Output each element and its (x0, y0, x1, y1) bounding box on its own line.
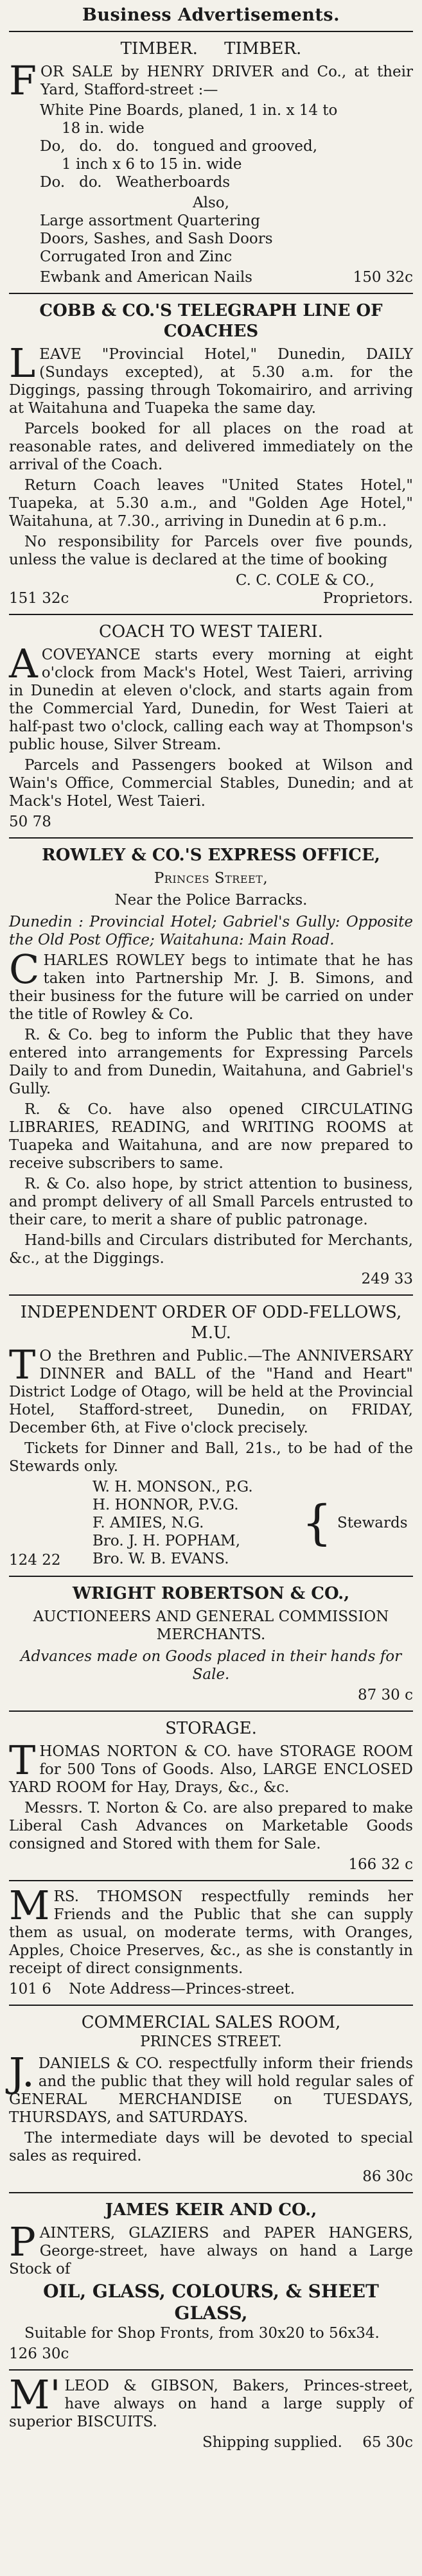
ad-west-taieri (9, 622, 413, 831)
brace-glyph: { (301, 1495, 332, 1551)
divider (9, 1576, 413, 1577)
ad-heading: TIMBER. TIMBER. (120, 39, 302, 58)
ad-body: Advances made on Goods placed in their hands for Sale. (20, 1648, 402, 1683)
steward: H. HONNOR, P.V.G. (92, 1497, 239, 1513)
masthead: Business Advertisements. (82, 5, 340, 25)
ad-body: M'LEOD & GIBSON, Bakers, Princes-street, have always on hand a large supply of superior BISCUITS. (9, 2371, 413, 2430)
ad-heading: STORAGE. (165, 1719, 257, 1738)
ad-heading: ROWLEY & CO.'S EXPRESS OFFICE, (42, 846, 380, 865)
divider (9, 614, 413, 615)
ad-subheading: Near the Police Barracks. (114, 892, 308, 909)
list-item: Do, do. do. tongued and grooved, (40, 138, 318, 155)
divider (9, 2005, 413, 2006)
ad-mrs-thomson (9, 1882, 413, 1998)
item-list (40, 101, 413, 191)
divider (9, 2192, 413, 2193)
ad-heading: JAMES KEIR AND CO., (105, 2200, 317, 2220)
ad-heading: WRIGHT ROBERTSON & CO., (72, 1584, 350, 1603)
divider (9, 2369, 413, 2371)
ad-body: FOR SALE by HENRY DRIVER and Co., at their Yard, Stafford-street :— (9, 57, 413, 104)
ad-body: MRS. THOMSON respectfully reminds her Friends and the Public that she can supply them as usual, on moderate terms, with Oranges, Apples, Choice Preserves, &c., as she is constantly in receipt of direct consignments. (9, 1882, 413, 1977)
divider (9, 1294, 413, 1296)
ad-body: Return Coach leaves "United States Hotel," Tuapeka, at 5.30 a.m., and "Golden Age Hotel," Waitahuna, at 7.30., arriving in Dunedin at 6 p.m.. (9, 477, 413, 530)
ad-body: TO the Brethren and Public.—The ANNIVERSARY DINNER and BALL of the "Hand and Heart" District Lodge of Otago, will be held at the Provincial Hotel, Stafford-street, Dunedin, on FRIDAY, December 6th, at Five o'clock precisely. (9, 1341, 413, 1436)
steward: F. AMIES, N.G. (92, 1515, 204, 1531)
list-item: Doors, Sashes, and Sash Doors (40, 231, 273, 247)
list-item: 1 inch x 6 to 15 in. wide (62, 156, 242, 173)
ad-ref: 87 30 c (357, 1687, 413, 1703)
ad-commercial-sales (9, 2012, 413, 2186)
ad-body: Suitable for Shop Fronts, from 30x20 to 56x34. (24, 2325, 380, 2342)
list-item: 18 in. wide (62, 120, 145, 137)
divider (9, 31, 413, 32)
ad-body: Parcels booked for all places on the road at reasonable rates, and delivered immediately on the arrival of the Coach. (9, 421, 413, 473)
list-item: White Pine Boards, planed, 1 in. x 14 to (40, 102, 338, 119)
ad-footer (9, 1980, 413, 1998)
ad-footer (9, 589, 413, 607)
ad-body: Messrs. T. Norton & Co. are also prepared to make Liberal Cash Advances on Marketable Goods consigned and Stored with them for Sale. (9, 1800, 413, 1852)
ad-body: PAINTERS, GLAZIERS and PAPER HANGERS, George-street, have always on hand a Large Stock of (9, 2218, 413, 2277)
item-list (40, 212, 413, 266)
ad-storage (9, 1718, 413, 1874)
ad-heading: COACH TO WEST TAIERI. (99, 622, 323, 641)
ad-body: THOMAS NORTON & CO. have STORAGE ROOM for 500 Tons of Goods. Also, LARGE ENCLOSED YARD ROOM for Hay, Drays, &c., &c. (9, 1737, 413, 1796)
ad-body: R. & Co. beg to inform the Public that they have entered into arrangements for Expressing Parcels Daily to and from Dunedin, Waitahuna, and Gabriel's Gully. (9, 1027, 413, 1097)
ad-heading: COBB & CO.'S TELEGRAPH LINE OF COACHES (39, 301, 383, 341)
ad-wright-robertson (9, 1583, 413, 1704)
steward: Bro. W. B. EVANS. (92, 1551, 229, 1567)
ad-body: Hand-bills and Circulars distributed for Merchants, &c., at the Diggings. (9, 1232, 413, 1267)
list-item: Corrugated Iron and Zinc (40, 248, 233, 265)
ad-ref: 65 30c (362, 2434, 413, 2451)
also-label: Also, (193, 195, 229, 211)
ad-ref: 150 32c (353, 269, 413, 286)
ad-timber (9, 39, 413, 286)
divider (9, 837, 413, 839)
ad-ref: 249 33 (361, 1271, 413, 1287)
ad-branches: Dunedin : Provincial Hotel; Gabriel's Gully: Opposite the Old Post Office; Waitahuna: Main Road. (9, 914, 413, 948)
steward: Bro. J. H. POPHAM, (92, 1533, 241, 1549)
ad-rowley-express (9, 845, 413, 1288)
list-item: Do. do. Weatherboards (40, 174, 231, 191)
ad-body: CHARLES ROWLEY begs to intimate that he has taken into Partnership Mr. J. B. Simons, and their business for the future will be carried on under the title of Rowley & Co. (9, 946, 413, 1023)
divider (9, 293, 413, 294)
ad-ref: 151 32c (9, 590, 69, 607)
ad-mleod-gibson (9, 2371, 413, 2451)
ad-ref: 126 30c (9, 2345, 69, 2362)
ad-body: Tickets for Dinner and Ball, 21s., to be had of the Stewards only. (9, 1440, 413, 1475)
ad-body: J.DANIELS & CO. respectfully inform their friends and the public that they will hold regular sales of GENERAL MERCHANDISE on TUESDAYS, THURSDAYS, and SATURDAYS. (9, 2049, 413, 2126)
list-item: Large assortment Quartering (40, 213, 260, 229)
note-address: Note Address—Princes-street. (69, 1981, 295, 1997)
stewards-label: Stewards (337, 1515, 408, 1531)
ad-heading: COMMERCIAL SALES ROOM, (81, 2013, 341, 2032)
ad-ref: 101 6 (9, 1981, 51, 1997)
ad-feature-line: OIL, GLASS, COLOURS, & SHEET GLASS, (43, 2281, 379, 2324)
divider (9, 1880, 413, 1881)
ad-body: Parcels and Passengers booked at Wilson and Wain's Office, Commercial Stables, Dunedin; and at Mack's Hotel, West Taieri. (9, 757, 413, 810)
ad-body: No responsibility for Parcels over five pounds, unless the value is declared at the time of booking (9, 534, 413, 568)
ad-ref: 166 32 c (348, 1856, 413, 1873)
ad-body: R. & Co. have also opened CIRCULATING LIBRARIES, READING, and WRITING ROOMS at Tuapeka and Waitahuna, and are now prepared to receive subscribers to same. (9, 1101, 413, 1172)
proprietors-label: Proprietors. (322, 590, 413, 607)
ad-body: ACOVEYANCE starts every morning at eight o'clock from Mack's Hotel, West Taieri, arriving in Dunedin at eleven o'clock, and starts again from the Commercial Yard, Dunedin, for West Taieri at half-past two o'clock, calling each way at Thompson's public house, Silver Stream. (9, 640, 413, 753)
ad-body: R. & Co. also hope, by strict attention to business, and prompt delivery of all Small Parcels entrusted to their care, to merit a share of public patronage. (9, 1176, 413, 1228)
ad-subheading: Princes Street, (154, 870, 268, 887)
ad-footer (9, 2433, 413, 2451)
ad-body: LEAVE "Provincial Hotel," Dunedin, DAILY (Sundays excepted), at 5.30 a.m. for the Diggings, passing through Tokomairiro, and arriving at Waitahuna and Tuapeka the same day. (9, 340, 413, 417)
ad-oddfellows (9, 1302, 413, 1569)
divider (9, 1710, 413, 1712)
signature: C. C. COLE & CO., (235, 572, 374, 589)
shipping-note: Shipping supplied. (202, 2434, 342, 2451)
ad-ref: 86 30c (362, 2168, 413, 2185)
list-item: Ewbank and American Nails (40, 269, 252, 286)
ad-cobb-coaches (9, 300, 413, 607)
last-line (9, 268, 413, 286)
ad-heading: INDEPENDENT ORDER OF ODD-FELLOWS, M.U. (20, 1303, 402, 1343)
ad-james-keir (9, 2200, 413, 2363)
ad-subheading: AUCTIONEERS AND GENERAL COMMISSION MERCHANTS. (33, 1608, 389, 1643)
ad-subheading: PRINCES STREET. (140, 2033, 282, 2050)
ad-ref: 124 22 (9, 1552, 61, 1569)
ad-ref: 50 78 (9, 814, 51, 830)
ad-body: The intermediate days will be devoted to special sales as required. (9, 2130, 413, 2164)
steward: W. H. MONSON., P.G. (92, 1479, 253, 1495)
